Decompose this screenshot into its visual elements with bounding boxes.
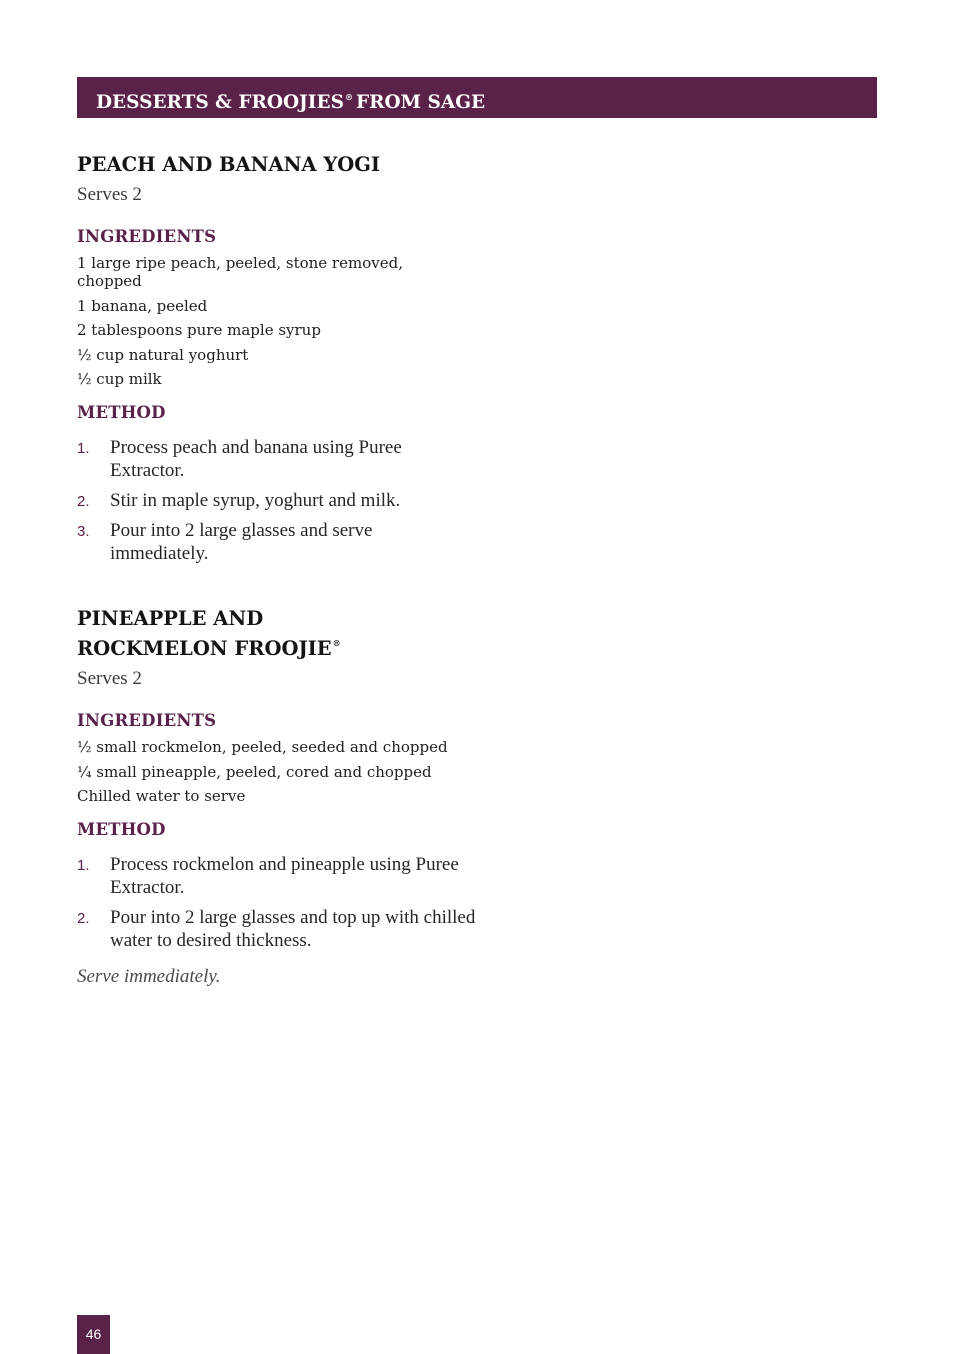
recipe-title-line-2: ROCKMELON FROOJIE	[77, 637, 332, 660]
ingredients-heading: INGREDIENTS	[77, 227, 217, 246]
recipe-title-line-1: PINEAPPLE AND	[77, 607, 264, 630]
page-number: 46	[77, 1315, 110, 1354]
recipe-title: PEACH AND BANANA YOGI	[77, 153, 381, 176]
ingredients-list	[77, 738, 477, 805]
step-number: 1.	[77, 857, 90, 874]
method-step	[77, 906, 477, 952]
serves-text: Serves 2	[77, 184, 142, 205]
ingredients-list	[77, 254, 412, 388]
ingredient-item: Chilled water to serve	[77, 787, 246, 805]
method-step	[77, 519, 410, 565]
banner-title-suffix: FROM SAGE	[355, 92, 486, 113]
method-heading: METHOD	[77, 820, 166, 839]
step-text: Process peach and banana using Puree Extractor.	[110, 437, 402, 481]
ingredient-item: ½ small rockmelon, peeled, seeded and chopped	[77, 738, 448, 756]
step-number: 3.	[77, 523, 90, 540]
banner-registered-mark: ®	[344, 92, 353, 102]
banner-title: DESSERTS & FROOJIES	[96, 92, 344, 113]
recipe-title	[77, 606, 477, 661]
method-list	[77, 436, 417, 565]
step-text: Pour into 2 large glasses and serve immediately.	[110, 520, 373, 564]
step-text: Process rockmelon and pineapple using Puree Extractor.	[110, 854, 459, 898]
ingredient-item: 2 tablespoons pure maple syrup	[77, 321, 321, 339]
ingredient-item: ¼ small pineapple, peeled, cored and chopped	[77, 762, 432, 781]
ingredient-item: 1 large ripe peach, peeled, stone removed, chopped	[77, 254, 403, 290]
step-number: 1.	[77, 440, 90, 457]
ingredient-item: ½ cup milk	[77, 370, 162, 388]
step-number: 2.	[77, 910, 90, 927]
recipe-pineapple-rockmelon-froojie	[77, 606, 477, 988]
method-step	[77, 436, 417, 482]
registered-mark: ®	[332, 638, 341, 648]
step-text: Stir in maple syrup, yoghurt and milk.	[110, 490, 401, 511]
step-text: Pour into 2 large glasses and top up with chilled water to desired thickness.	[110, 907, 476, 951]
method-step	[77, 489, 490, 512]
step-number: 2.	[77, 493, 90, 510]
serving-note: Serve immediately.	[77, 966, 221, 987]
ingredients-heading: INGREDIENTS	[77, 711, 217, 730]
method-heading: METHOD	[77, 403, 166, 422]
recipe-peach-banana-yogi	[77, 152, 477, 572]
ingredient-item: 1 banana, peeled	[77, 296, 208, 315]
ingredient-item: ½ cup natural yoghurt	[77, 345, 249, 364]
method-step	[77, 853, 477, 899]
serves-text: Serves 2	[77, 668, 142, 689]
method-list	[77, 853, 477, 952]
section-banner	[77, 77, 877, 118]
